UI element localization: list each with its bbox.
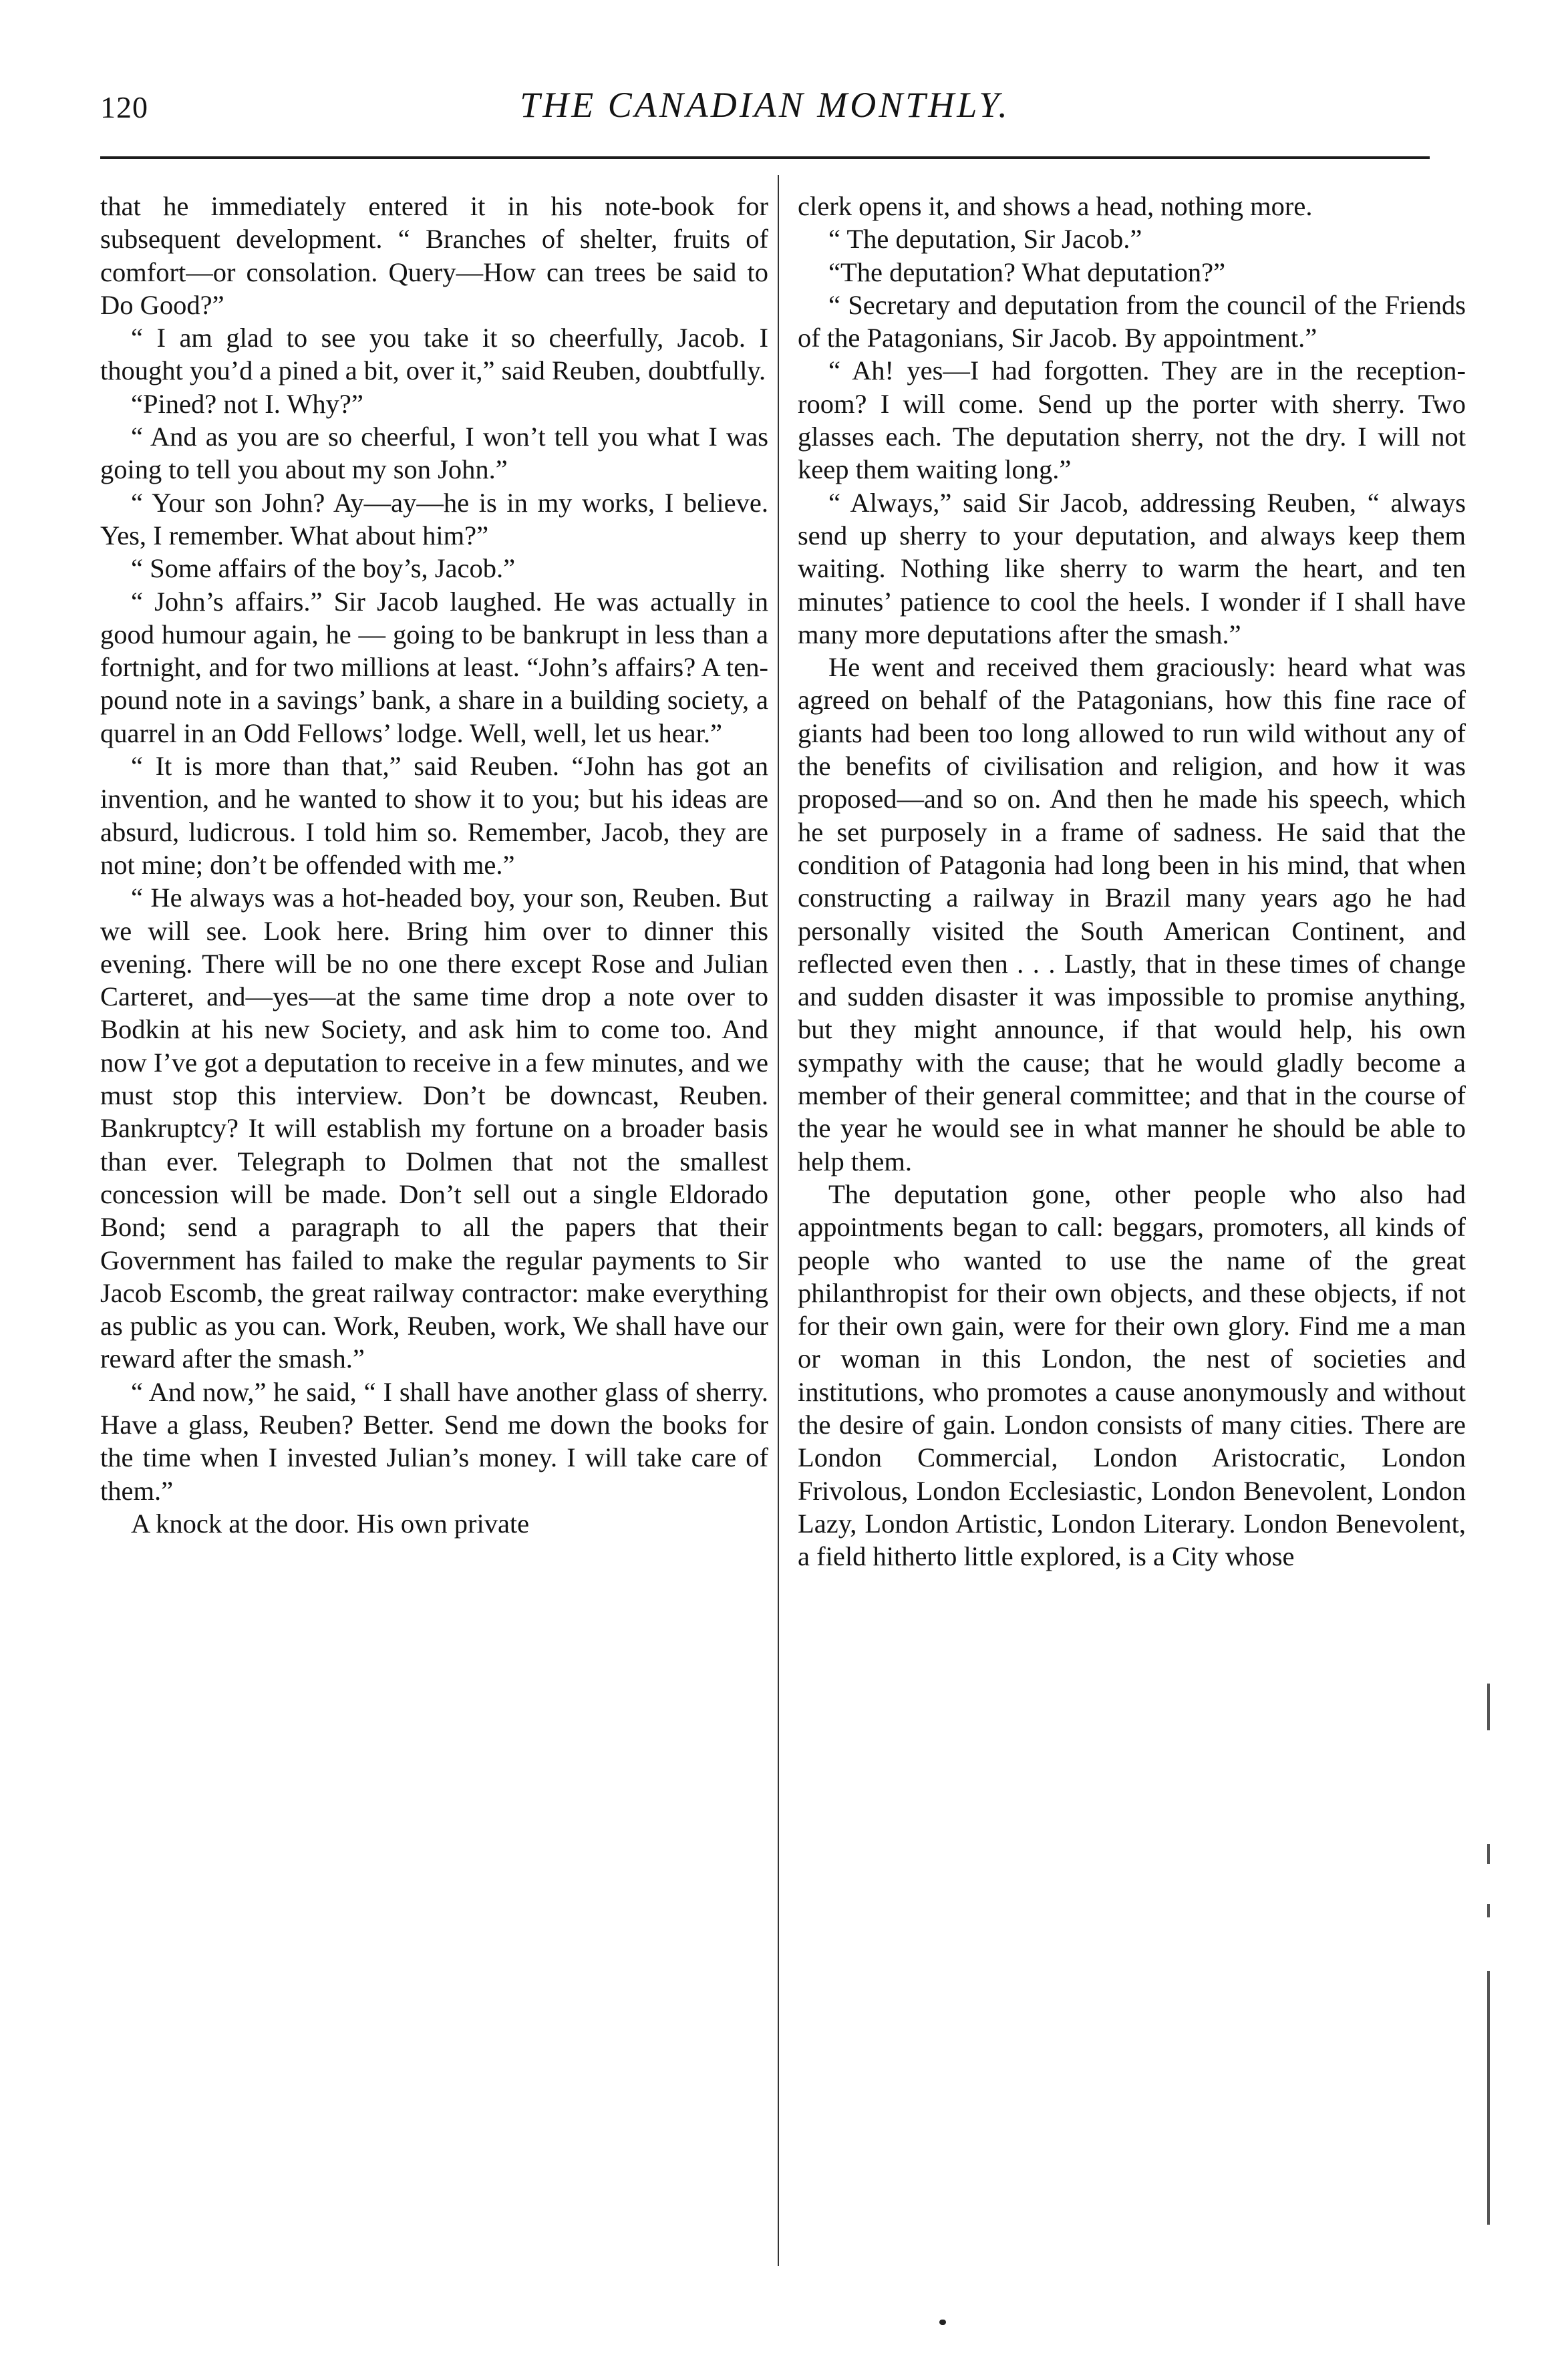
column-divider — [778, 175, 779, 2266]
page-number: 120 — [100, 90, 148, 124]
paragraph: “The deputation? What deputation?” — [828, 257, 1226, 287]
paragraph: “ Always,” said Sir Jacob, addressing Reuben, “ always send up sherry to your deputation, and always keep them waiting. Nothing like sherry to warm the heart, and ten minutes’ patience to cool the heels. I wonder if I shall have many more deputations after the smash.” — [798, 487, 1466, 649]
paragraph: that he immediately entered it in his note-book for subsequent development. “ Branches of shelter, fruits of comfort—or consolation. Query—How can trees be said to Do Good?” — [100, 191, 768, 320]
paragraph: “ Secretary and deputation from the council of the Friends of the Patagonians, Sir Jacob. By appointment.” — [798, 289, 1466, 353]
paragraph: The deputation gone, other people who also had appointments began to call: beggars, promoters, all kinds of people who wanted to use the name of the great philanthropist for their own objects, and these objects, if not for their own gain, were for their own glory. Find me a man or woman in this London, the nest of societies and institutions, who promotes a cause anonymously and without the desire of gain. London consists of many cities. There are London Commercial, London Aristocratic, London Frivolous, London Ecclesiastic, London Benevolent, London Lazy, London Artistic, London Literary. London Benevolent, a field hitherto little explored, is a City whose — [798, 1178, 1466, 1572]
paragraph: “ And now,” he said, “ I shall have another glass of sherry. Have a glass, Reuben? Better. Send me down the books for the time when I invested Julian’s money. I will take care of them.” — [100, 1376, 768, 1506]
scan-mark — [1487, 1971, 1490, 2225]
paragraph: “ I am glad to see you take it so cheerfully, Jacob. I thought you’d a pined a bit, over it,” said Reuben, doubtfully. — [100, 323, 768, 386]
paragraph: clerk opens it, and shows a head, nothing more. — [798, 191, 1313, 221]
paragraph: “ Ah! yes—I had forgotten. They are in the reception-room? I will come. Send up the porter with sherry. Two glasses each. The deputation sherry, not the dry. I will not keep them waiting long.” — [798, 355, 1466, 485]
scan-mark — [1487, 1844, 1490, 1864]
margin-scan-marks — [1484, 1684, 1494, 2231]
paragraph: “ And as you are so cheerful, I won’t tell you what I was going to tell you about my son John.” — [100, 422, 768, 485]
paragraph: A knock at the door. His own private — [131, 1508, 530, 1539]
paragraph: “ The deputation, Sir Jacob.” — [828, 224, 1142, 255]
scan-mark — [1487, 1684, 1490, 1730]
paragraph: “Pined? not I. Why?” — [131, 388, 363, 419]
right-column — [798, 190, 1466, 1573]
left-column — [100, 190, 768, 1540]
footer-mark — [939, 2320, 946, 2325]
paragraph: “ Your son John? Ay—ay—he is in my works, I believe. Yes, I remember. What about him?” — [100, 487, 768, 550]
paragraph: “ It is more than that,” said Reuben. “John has got an invention, and he wanted to show it to you; but his ideas are absurd, ludicrous. I told him so. Remember, Jacob, they are not mine; don’t be offended with me.” — [100, 751, 768, 880]
paragraph: “ John’s affairs.” Sir Jacob laughed. He was actually in good humour again, he — going to be bankrupt in less than a fortnight, and for two millions at least. “John’s affairs? A ten-pound note in a savings’ bank, a share in a building society, a quarrel in an Odd Fellows’ lodge. Well, well, let us hear.” — [100, 586, 768, 748]
scan-mark — [1487, 1904, 1490, 1917]
running-head: THE CANADIAN MONTHLY. — [520, 85, 1010, 125]
paragraph: He went and received them graciously: heard what was agreed on behalf of the Patagonians, how this fine race of giants had been too long allowed to run wild without any of the benefits of civilisation and religion, and how it was proposed—and so on. And then he made his speech, which he set purposely in a frame of sadness. He said that the condition of Patagonia had long been in his mind, that when constructing a railway in Brazil many years ago he had personally visited the South American Continent, and reflected even then . . . Lastly, that in these times of change and sudden disaster it was impossible to promise anything, but they might announce, if that would help, his own sympathy with the cause; that he would gladly become a member of their general committee; and that in the course of the year he would see in what manner he should be able to help them. — [798, 652, 1466, 1176]
page-header — [100, 80, 1430, 134]
paragraph: “ He always was a hot-headed boy, your son, Reuben. But we will see. Look here. Bring him over to dinner this evening. There will be no one there except Rose and Julian Carteret, and—yes—at the same time drop a note over to Bodkin at his new Society, and ask him to come too. And now I’ve got a deputation to receive in a few minutes, and we must stop this interview. Don’t be downcast, Reuben. Bankruptcy? It will establish my fortune on a broader basis than ever. Telegraph to Dolmen that not the smallest concession will be made. Don’t sell out a single Eldorado Bond; send a paragraph to all the papers that their Government has failed to make the regular payments to Sir Jacob Escomb, the great railway contractor: make everything as public as you can. Work, Reuben, work, We shall have our reward after the smash.” — [100, 883, 768, 1374]
header-rule — [100, 156, 1430, 159]
paragraph: “ Some affairs of the boy’s, Jacob.” — [131, 553, 516, 584]
